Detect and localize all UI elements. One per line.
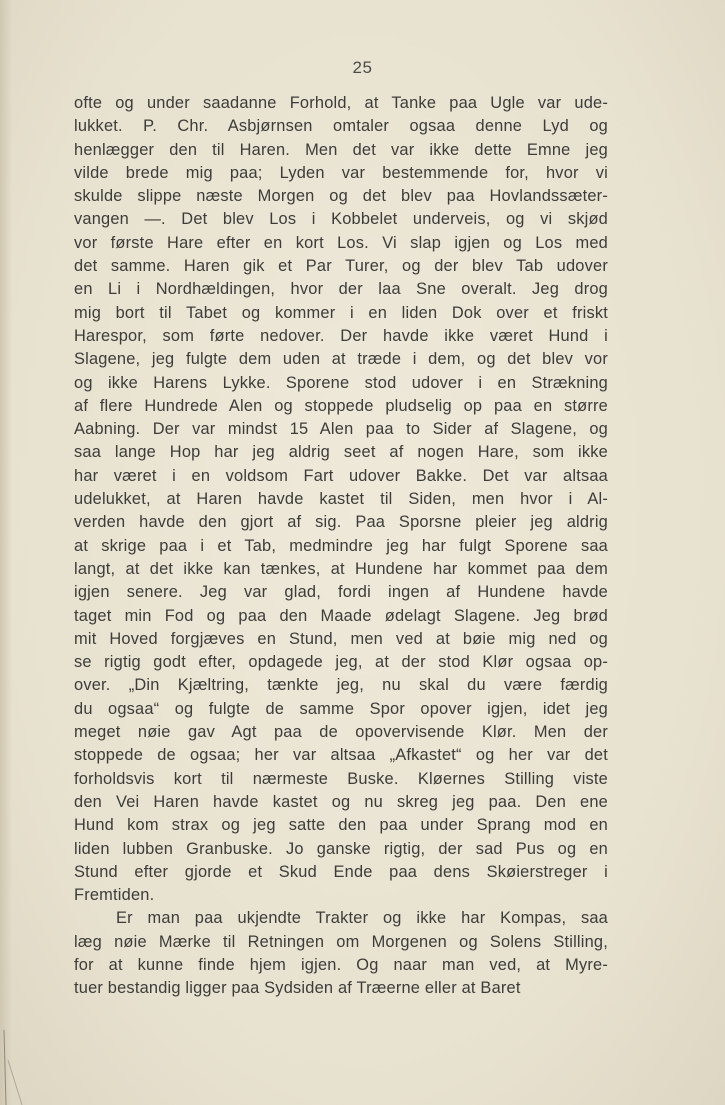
page-corner-mark (0, 1030, 40, 1105)
text-line: meget nøie gav Agt paa de opovervisende Klør. Men der (74, 723, 608, 742)
text-line: skulde slippe næste Morgen og det blev paa Hovlandssæter- (74, 187, 608, 206)
text-line: Slagene, jeg fulgte dem uden at træde i dem, og det blev vor (74, 350, 608, 369)
text-line: Stund efter gjorde et Skud Ende paa dens Skøierstreger i (74, 862, 608, 881)
text-line: vilde brede mig paa; Lyden var bestemmende for, hvor vi (74, 163, 608, 182)
text-line: læg nøie Mærke til Retningen om Morgenen og Solens Stilling, (74, 932, 608, 951)
text-line: vor første Hare efter en kort Los. Vi slap igjen og Los med (74, 233, 608, 252)
text-line: tuer bestandig ligger paa Sydsiden af Træerne eller at Baret (74, 979, 521, 998)
text-line: Fremtiden. (74, 886, 155, 905)
text-line: langt, at det ikke kan tænkes, at Hundene har kommet paa dem (74, 559, 608, 578)
text-line: verden havde den gjort af sig. Paa Sporsne pleier jeg aldrig (74, 513, 608, 532)
text-line: Aabning. Der var mindst 15 Alen paa to Sider af Slagene, og (74, 420, 608, 439)
body-text (74, 92, 608, 1001)
text-line: stoppede de ogsaa; her var altsaa „Afkastet“ og her var det (74, 746, 608, 765)
text-line: det samme. Haren gik et Par Turer, og der blev Tab udover (74, 257, 608, 276)
text-line: ofte og under saadanne Forhold, at Tanke paa Ugle var ude- (74, 94, 608, 112)
text-line: Harespor, som førte nedover. Der havde ikke været Hund i (74, 326, 608, 345)
text-line: se rigtig godt efter, opdagede jeg, at der stod Klør ogsaa op- (74, 653, 608, 672)
text-line: vangen —. Det blev Los i Kobbelet underveis, og vi skjød (74, 210, 608, 229)
text-line: og ikke Harens Lykke. Sporene stod udover i en Strækning (74, 373, 608, 392)
text-line: liden lubben Granbuske. Jo ganske rigtig, der sad Pus og en (74, 839, 608, 858)
text-line: saa lange Hop har jeg aldrig seet af nogen Hare, som ikke (74, 443, 608, 462)
text-line: Er man paa ukjendte Trakter og ikke har Kompas, saa (116, 909, 608, 928)
spine-shadow (0, 0, 12, 1105)
text-line: Hund kom strax og jeg satte den paa under Sprang mod en (74, 816, 608, 835)
text-line: for at kunne finde hjem igjen. Og naar man ved, at Myre- (74, 955, 608, 974)
text-line: mig bort til Tabet og kommer i en liden Dok over et friskt (74, 303, 608, 322)
text-line: du ogsaa“ og fulgte de samme Spor opover igjen, idet jeg (74, 699, 608, 718)
text-line: af flere Hundrede Alen og stoppede pludselig op paa en større (74, 396, 608, 415)
text-line: mit Hoved forgjæves en Stund, men ved at bøie mig ned og (74, 629, 608, 648)
text-line: udelukket, at Haren havde kastet til Siden, men hvor i Al- (74, 490, 608, 509)
text-line: den Vei Haren havde kastet og nu skreg jeg paa. Den ene (74, 792, 608, 811)
text-line: at skrige paa i et Tab, medmindre jeg har fulgt Sporene saa (74, 536, 608, 555)
text-line: lukket. P. Chr. Asbjørnsen omtaler ogsaa denne Lyd og (74, 117, 608, 136)
text-line: har været i en voldsom Fart udover Bakke. Det var altsaa (74, 466, 608, 485)
text-line: en Li i Nordhældingen, hvor der laa Sne overalt. Jeg drog (74, 280, 608, 299)
page-number: 25 (352, 58, 373, 77)
text-line: over. „Din Kjæltring, tænkte jeg, nu skal du være færdig (74, 676, 608, 695)
text-line: taget min Fod og paa den Maade ødelagt Slagene. Jeg brød (74, 606, 608, 625)
text-line: igjen senere. Jeg var glad, fordi ingen af Hundene havde (74, 583, 608, 602)
text-line: forholdsvis kort til nærmeste Buske. Kløernes Stilling viste (74, 769, 608, 788)
text-line: henlægger den til Haren. Men det var ikke dette Emne jeg (74, 140, 608, 159)
